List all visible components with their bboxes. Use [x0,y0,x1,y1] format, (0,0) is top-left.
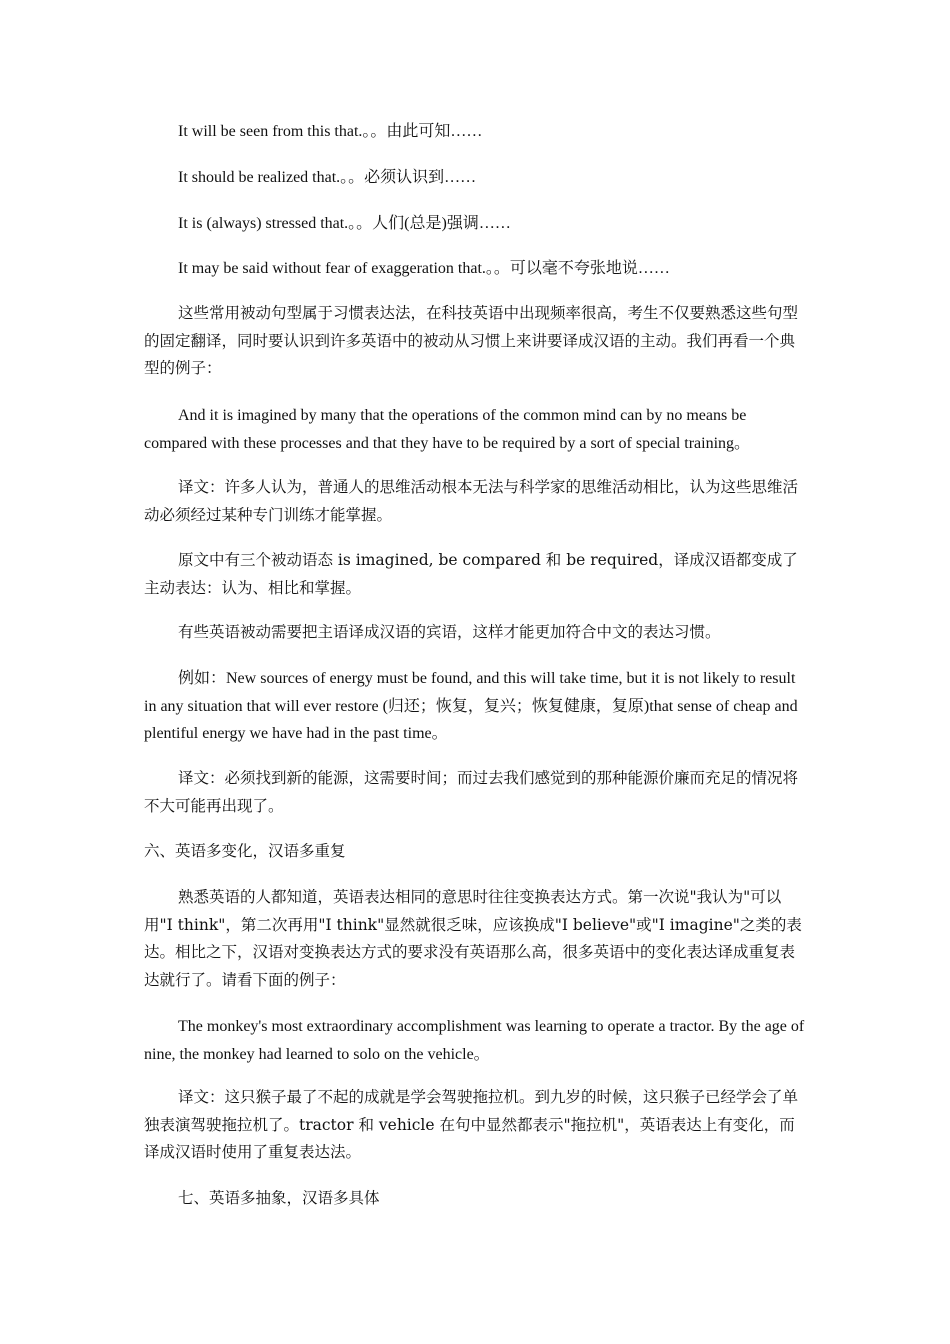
translation-paragraph-3: 译文：这只猴子最了不起的成就是学会驾驶拖拉机。到九岁的时候，这只猴子已经学会了单独表演驾驶拖拉机了。tractor 和 vehicle 在句中显然都表示"拖拉机"，英语表达上有变化，而译成汉语时使用了重复表达法。 [144,1088,799,1161]
example-sentence-monkey: The monkey's most extraordinary accomplishment was learning to operate a tractor. By the age of nine, the monkey had learned to solo on the vehicle。 [144,1018,805,1063]
body-paragraph-three-passives: 原文中有三个被动语态 is imagined, be compared 和 be required，译成汉语都变成了主动表达：认为、相比和掌握。 [144,551,798,597]
phrase-line-stressed: It is (always) stressed that.。。人们(总是)强调…… [178,215,511,232]
translation-paragraph-2: 译文：必须找到新的能源，这需要时间；而过去我们感觉到的那种能源价廉而充足的情况将不大可能再出现了。 [144,769,799,815]
translation-paragraph-1: 译文：许多人认为，普通人的思维活动根本无法与科学家的思维活动相比，认为这些思维活动必须经过某种专门训练才能掌握。 [144,478,799,524]
body-paragraph-passive-patterns: 这些常用被动句型属于习惯表达法，在科技英语中出现频率很高，考生不仅要熟悉这些句型的固定翻译，同时要认识到许多英语中的被动从习惯上来讲要译成汉语的主动。我们再看一个典型的例子： [144,304,799,377]
phrase-line-realized: It should be realized that.。。必须认识到…… [178,169,477,186]
phrase-line-exaggeration: It may be said without fear of exaggeration that.。。可以毫不夸张地说…… [178,260,670,277]
section-heading-six: 六、英语多变化，汉语多重复 [144,842,346,860]
body-paragraph-subject-object: 有些英语被动需要把主语译成汉语的宾语，这样才能更加符合中文的表达习惯。 [178,623,721,641]
example-sentence-imagined: And it is imagined by many that the operations of the common mind can by no means be compared with these processes and that they have to be required by a sort of special training。 [144,407,751,452]
body-paragraph-variation: 熟悉英语的人都知道，英语表达相同的意思时往往变换表达方式。第一次说"我认为"可以用"I think"，第二次再用"I think"显然就很乏味，应该换成"I believe"或"I imagine"之类的表达。相比之下，汉语对变换表达方式的要求没有英语那么高，很多英语中的变化表达译成重复表达就行了。请看下面的例子： [144,888,802,989]
section-heading-seven: 七、英语多抽象，汉语多具体 [178,1189,380,1207]
phrase-line-seen: It will be seen from this that.。。由此可知…… [178,123,483,140]
example-sentence-energy: 例如：New sources of energy must be found, and this will take time, but it is not likely to result in any situation that will ever restore (归还；恢复，复兴；恢复健康，复原)that sense of cheap and plentiful energy we have had in the past time。 [144,670,798,742]
